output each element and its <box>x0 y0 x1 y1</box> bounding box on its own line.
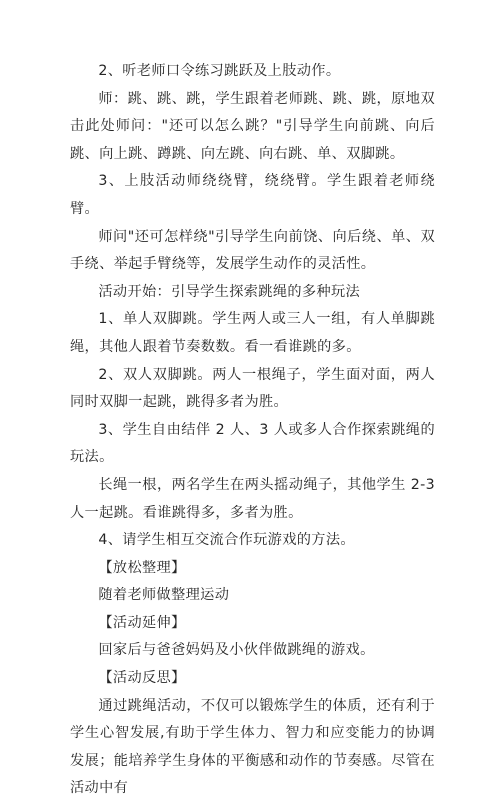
heading-relax: 【放松整理】 <box>98 559 186 576</box>
paragraph-long-rope: 长绳一根，两名学生在两头摇动绳子，其他学生 2-3 人一起跳。看谁跳得多，多者为胜。 <box>70 476 435 521</box>
paragraph-single-jump: 1、单人双脚跳。学生两人或三人一组，有人单脚跳绳，其他人跟着节奏数数。看一看谁跳的多。 <box>70 311 435 355</box>
heading-reflection: 【活动反思】 <box>98 670 186 687</box>
paragraph-step-2-commands: 2、听老师口令练习跳跃及上肢动作。 <box>98 63 341 79</box>
paragraph-step-4-exchange: 4、请学生相互交流合作玩游戏的方法。 <box>98 532 355 549</box>
paragraph-activity-start: 活动开始：引导学生探索跳绳的多种玩法 <box>98 283 361 300</box>
document-body <box>70 58 435 803</box>
paragraph-step-3-arm-activity: 3、上肢活动师绕绕臂，绕绕臂。学生跟着老师绕臂。 <box>70 173 435 217</box>
paragraph-reflection: 通过跳绳活动，不仅可以锻炼学生的体质，还有利于学生心智发展,有助于学生体力、智力和应变能力的协调发展；能培养学生身体的平衡感和动作的节奏感。尽管在活动中有 <box>70 697 435 797</box>
paragraph-double-jump: 2、双人双脚跳。两人一根绳子，学生面对面，两人同时双脚一起跳，跳得多者为胜。 <box>70 366 435 411</box>
heading-extension: 【活动延伸】 <box>98 614 186 631</box>
paragraph-relax-exercise: 随着老师做整理运动 <box>98 587 230 604</box>
paragraph-arm-circling-ways: 师问"还可怎样绕"引导学生向前饶、向后绕、单、双手绕、举起手臂绕等，发展学生动作的灵活性。 <box>70 228 435 273</box>
paragraph-extension-home: 回家后与爸爸妈妈及小伙伴做跳绳的游戏。 <box>98 642 375 659</box>
paragraph-jump-ways: 师：跳、跳、跳，学生跟着老师跳、跳、跳，原地双击此处师问："还可以怎么跳？"引导学生向前跳、向后跳、向上跳、蹲跳、向左跳、向右跳、单、双脚跳。 <box>70 90 435 162</box>
paragraph-free-partner: 3、学生自由结伴 2 人、3 人或多人合作探索跳绳的玩法。 <box>70 421 435 466</box>
